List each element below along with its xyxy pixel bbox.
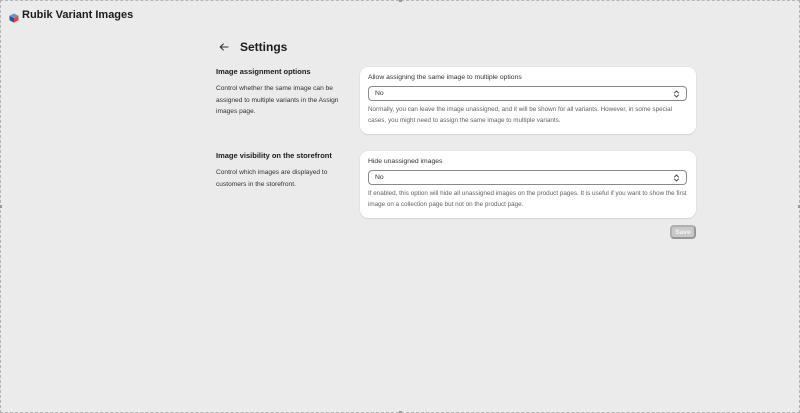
- help-text: If enabled, this option will hide all unassigned images on the product pages. It is useful if you want to show the first image on a collection page but not on the product page.: [368, 190, 687, 208]
- select-value: No: [375, 90, 384, 97]
- settings-card: [360, 67, 696, 134]
- select-value: No: [375, 174, 384, 181]
- arrow-left-icon: [219, 43, 229, 51]
- help-text: Normally, you can leave the image unassigned, and it will be shown for all variants. However, in some special cases, you might need to assign the same image to multiple variants.: [368, 106, 673, 124]
- section-heading: Image assignment options: [216, 67, 311, 76]
- settings-card: [360, 151, 696, 218]
- section-text: Control whether the same image can be assigned to multiple variants in the Assign images page.: [216, 85, 339, 115]
- section-text: Control which images are displayed to customers in the storefront.: [216, 169, 328, 188]
- section-description: [216, 151, 351, 190]
- select-label: Hide unassigned images: [368, 158, 443, 165]
- frame-marker: [399, 0, 402, 2]
- page-header: [217, 40, 287, 54]
- app-header: [9, 9, 133, 21]
- frame-marker: [0, 205, 2, 208]
- app-title: Rubik Variant Images: [22, 9, 134, 21]
- hide-unassigned-select[interactable]: [368, 170, 687, 185]
- allow-same-image-select[interactable]: [368, 86, 687, 101]
- section-description: [216, 67, 351, 118]
- back-button[interactable]: [217, 40, 231, 54]
- chevron-up-down-icon: [673, 90, 680, 98]
- select-label: Allow assigning the same image to multiple options: [368, 74, 522, 81]
- save-button[interactable]: Save: [670, 225, 696, 239]
- chevron-up-down-icon: [673, 174, 680, 182]
- page-title: Settings: [240, 40, 288, 54]
- section-heading: Image visibility on the storefront: [216, 151, 332, 160]
- cube-icon: [9, 10, 19, 20]
